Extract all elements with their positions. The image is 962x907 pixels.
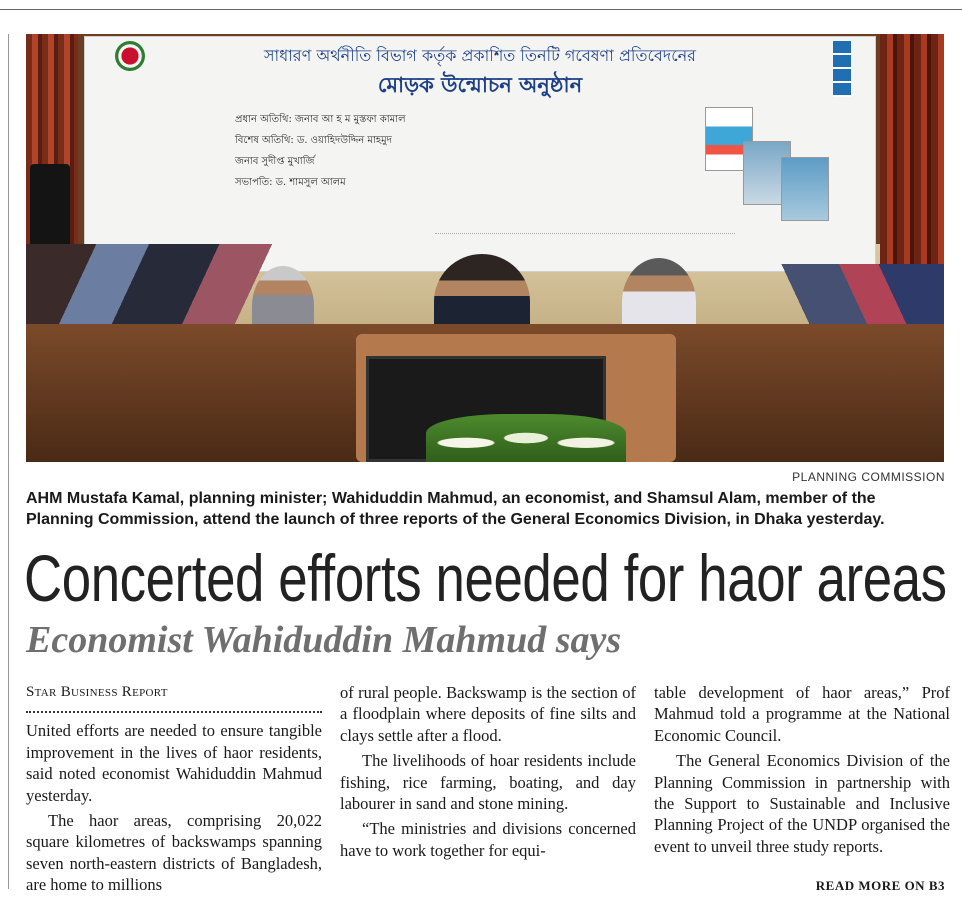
subheadline: Economist Wahiduddin Mahmud says (26, 619, 622, 661)
event-banner (84, 36, 876, 272)
photo-credit: PLANNING COMMISSION (792, 470, 945, 484)
article-column-1 (26, 682, 322, 896)
byline: Star Business Report (26, 684, 168, 700)
photo-caption: AHM Mustafa Kamal, planning minister; Wahiduddin Mahmud, an economist, and Shamsul Alam, member of the Planning Commission, attend the launch of three reports of the General Economics Division, in Dhaka yesterday. (26, 490, 885, 528)
byline-divider (26, 711, 322, 713)
paragraph: table development of haor areas,” Prof Mahmud told a programme at the National Economic Council. (654, 683, 950, 745)
headline: Concerted efforts needed for haor areas (24, 541, 947, 615)
report-book-3 (781, 157, 829, 221)
article-column-2 (340, 682, 636, 861)
paragraph: United efforts are needed to ensure tangible improvement in the lives of haor residents, said noted economist Wahiduddin Mahmud yesterday. (26, 721, 322, 805)
camera-icon (30, 164, 70, 254)
flower-arrangement (426, 414, 626, 462)
top-rule (0, 9, 962, 10)
read-more-link[interactable]: READ MORE ON B3 (815, 878, 945, 893)
banner-guest-list (235, 109, 705, 193)
left-column-rule (8, 34, 9, 889)
news-photo (26, 34, 944, 462)
paragraph: “The ministries and divisions concerned have to work together for equi- (340, 819, 636, 860)
paragraph: The haor areas, comprising 20,022 square kilometres of backswamps spanning seven north-eastern districts of Bangladesh, are home to millions (26, 811, 322, 895)
banner-special-guest-1: বিশেষ অতিথি: ড. ওয়াহিদউদ্দিন মাহমুদ (235, 135, 392, 146)
banner-chief-guest: প্রধান অতিথি: জনাব আ হ ম মুস্তফা কামাল (235, 114, 406, 125)
banner-title-line1: সাধারণ অর্থনীতি বিভাগ কর্তৃক প্রকাশিত তিনটি গবেষণা প্রতিবেদনের (263, 46, 696, 65)
article-column-3 (654, 682, 950, 857)
paragraph: The General Economics Division of the Planning Commission in partnership with the Support to Sustainable and Inclusive Planning Project of the UNDP organised the event to unveil three study reports. (654, 751, 950, 856)
banner-special-guest-2: জনাব সুদীপ্ত মুখার্জি (235, 156, 315, 167)
banner-chair: সভাপতি: ড. শামসুল আলম (235, 177, 346, 188)
paragraph: The livelihoods of hoar residents include fishing, rice farming, boating, and day labourer in sand and stone mining. (340, 751, 636, 814)
banner-title-line2: মোড়ক উন্মোচন অনুষ্ঠান (377, 73, 583, 97)
paragraph: of rural people. Backswamp is the section of a floodplain where deposits of fine silts and clays settle after a flood. (340, 683, 636, 745)
